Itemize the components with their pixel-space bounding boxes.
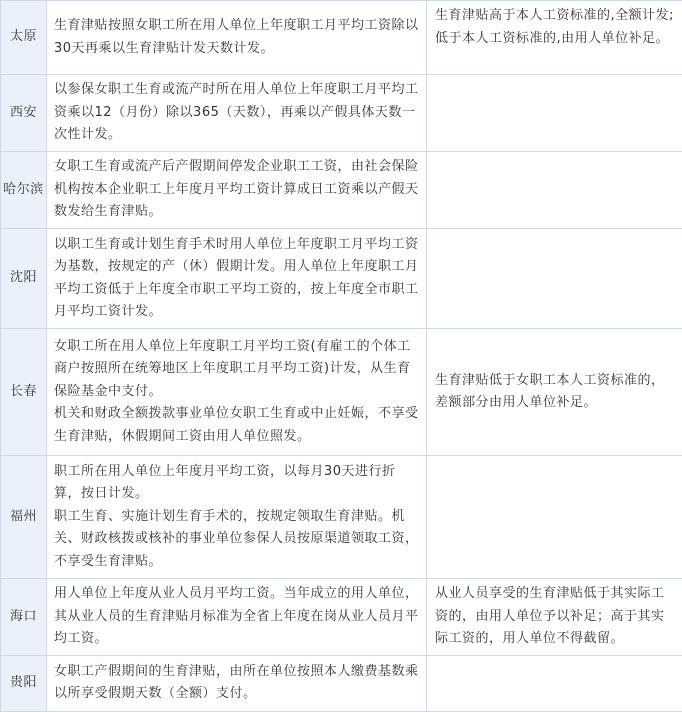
note-cell xyxy=(427,655,682,711)
note-cell xyxy=(427,152,682,229)
policy-cell xyxy=(47,579,427,656)
note-cell: 生育津贴低于女职工本人工资标准的，差额部分由用人单位补足。 xyxy=(427,329,682,456)
policy-cell xyxy=(47,456,427,579)
note-cell xyxy=(427,229,682,329)
policy-text: 以职工生育或计划生育手术时用人单位上年度职工月平均工资为基数，按规定的产（休）假期计发。用人单位上年度职工月平均工资低于上年度全市职工平均工资的，按上年度全市职工月平均工资计发。 xyxy=(54,234,419,324)
policy-text: 女职工所在用人单位上年度职工月平均工资(有雇工的个体工商户按照所在统筹地区上年度职工月平均工资)计发，从生育保险基金中支付。 xyxy=(54,336,419,404)
policy-text: 机关和财政全额拨款事业单位女职工生育或中止妊娠，不享受生育津贴，休假期间工资由用人单位照发。 xyxy=(54,403,419,448)
table-row xyxy=(1,456,682,579)
note-cell xyxy=(427,75,682,152)
note-cell xyxy=(427,456,682,579)
policy-text: 女职工产假期间的生育津贴，由所在单位按照本人缴费基数乘以所享受假期天数（全额）支付。 xyxy=(54,661,419,706)
policy-cell xyxy=(47,75,427,152)
city-cell: 海口 xyxy=(1,579,47,656)
city-cell: 太原 xyxy=(1,1,47,75)
table-row xyxy=(1,329,682,456)
policy-cell xyxy=(47,152,427,229)
city-cell: 福州 xyxy=(1,456,47,579)
policy-cell xyxy=(47,229,427,329)
city-cell: 沈阳 xyxy=(1,229,47,329)
policy-text: 女职工生育或流产后产假期间停发企业职工工资，由社会保险机构按本企业职工上年度月平均工资计算成日工资乘以产假天数发给生育津贴。 xyxy=(54,156,419,224)
policy-cell xyxy=(47,329,427,456)
policy-text: 用人单位上年度从业人员月平均工资。当年成立的用人单位，其从业人员的生育津贴月标准为全省上年度在岗从业人员月平均工资。 xyxy=(54,583,419,651)
city-cell: 西安 xyxy=(1,75,47,152)
policy-text: 职工生育、实施计划生育手术的，按规定领取生育津贴。机关、财政核拨或核补的事业单位参保人员按原渠道领取工资，不享受生育津贴。 xyxy=(54,506,419,574)
note-cell: 从业人员享受的生育津贴低于其实际工资的，由用人单位予以补足；高于其实际工资的，用人单位不得截留。 xyxy=(427,579,682,656)
city-cell: 贵阳 xyxy=(1,655,47,711)
policy-text: 生育津贴按照女职工所在用人单位上年度职工月平均工资除以30天再乘以生育津贴计发天数计发。 xyxy=(54,15,419,60)
table-row xyxy=(1,152,682,229)
city-cell: 长春 xyxy=(1,329,47,456)
table-row xyxy=(1,75,682,152)
table-row xyxy=(1,1,682,75)
table-row xyxy=(1,579,682,656)
policy-text: 职工所在用人单位上年度月平均工资，以每月30天进行折算，按日计发。 xyxy=(54,461,419,506)
note-cell: 生育津贴高于本人工资标准的,全额计发;低于本人工资标准的,由用人单位补足。 xyxy=(427,1,682,75)
policy-text: 以参保女职工生育或流产时所在用人单位上年度职工月平均工资乘以12（月份）除以365（天数），再乘以产假具体天数一次性计发。 xyxy=(54,79,419,147)
policy-cell xyxy=(47,1,427,75)
table-row xyxy=(1,655,682,711)
city-cell: 哈尔滨 xyxy=(1,152,47,229)
table-row xyxy=(1,229,682,329)
table-body xyxy=(1,1,682,712)
policy-cell xyxy=(47,655,427,711)
